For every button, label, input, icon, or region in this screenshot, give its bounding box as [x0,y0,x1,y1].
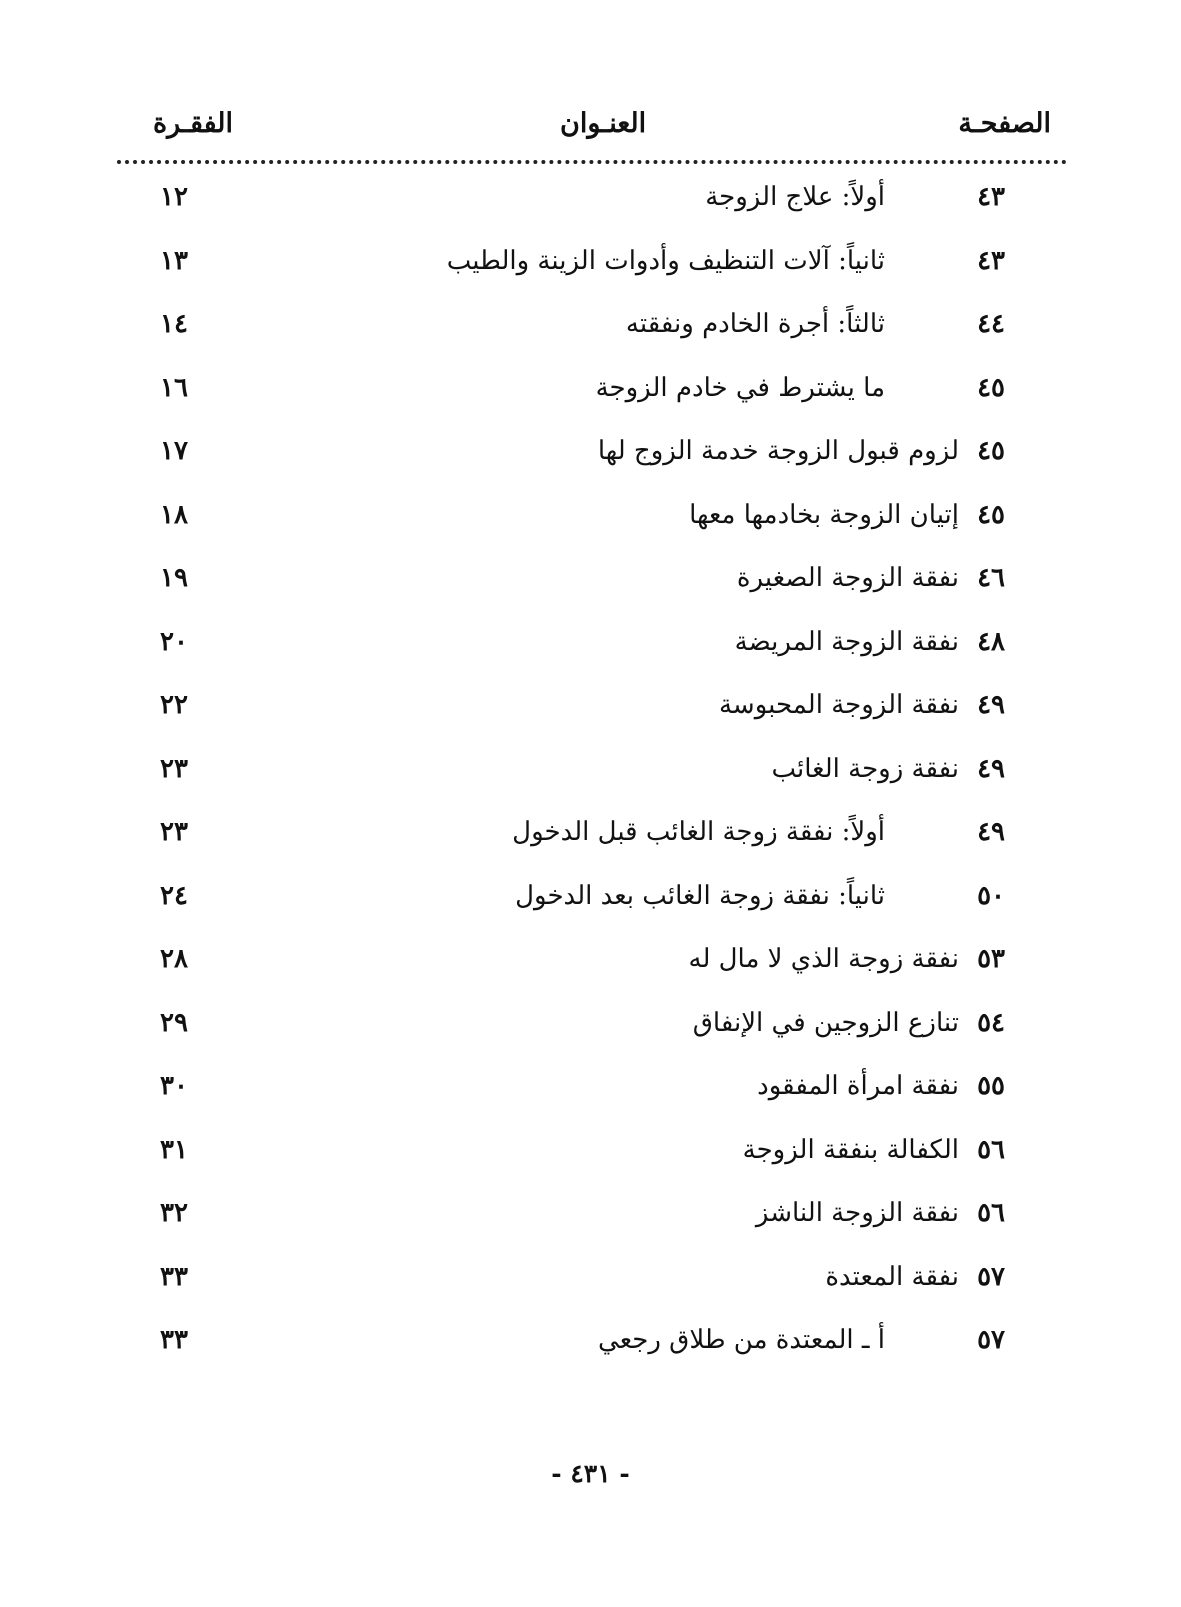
toc-row [0,309,1181,373]
toc-page-number: ٤٤ [977,309,1005,339]
toc-row [0,881,1181,945]
toc-row [0,1262,1181,1326]
toc-page-number: ٤٣ [977,182,1005,212]
toc-paragraph-number: ١٨ [160,499,188,530]
toc-row [0,754,1181,818]
toc-paragraph-number: ٣٣ [160,1261,188,1292]
toc-row [0,1071,1181,1135]
toc-page-number: ٥٤ [977,1007,1005,1038]
toc-page-number: ٥٦ [977,1198,1005,1228]
dotted-divider [117,160,1067,164]
toc-page-number: ٤٦ [977,563,1005,593]
toc-row [0,1198,1181,1262]
toc-page-number: ٤٩ [977,753,1005,784]
toc-row [0,627,1181,691]
toc-row [0,563,1181,627]
toc-page-number: ٥٣ [977,944,1005,974]
toc-row [0,182,1181,246]
toc-title: نفقة الزوجة الناشز [755,1198,959,1228]
header-title-label: العنـوان [560,108,647,139]
toc-row [0,690,1181,754]
page-number-footer: - ٤٣١ - [551,1459,630,1488]
toc-paragraph-number: ٣٣ [160,1325,188,1355]
toc-paragraph-number: ٢٢ [160,690,188,720]
toc-row [0,500,1181,564]
toc-paragraph-number: ١٩ [160,563,188,593]
toc-title: نفقة زوجة الذي لا مال له [688,944,959,974]
toc-title: أ ـ المعتدة من طلاق رجعي [598,1325,885,1355]
toc-page-number: ٥٧ [977,1325,1005,1355]
toc-page-number: ٤٣ [977,245,1005,276]
toc-page-number: ٤٥ [977,436,1005,466]
header-paragraph-label: الفقـرة [153,108,233,139]
toc-title: نفقة المعتدة [825,1261,959,1292]
toc-title: نفقة زوجة الغائب [771,753,959,784]
toc-row [0,817,1181,881]
toc-title: أولاً: علاج الزوجة [705,182,885,212]
toc-row [0,373,1181,437]
toc-paragraph-number: ٣٠ [160,1071,188,1101]
toc-paragraph-number: ٣٢ [160,1198,188,1228]
toc-list [0,182,1181,1389]
toc-page-number: ٤٩ [977,817,1005,847]
toc-paragraph-number: ٢٤ [160,880,188,911]
toc-title: ثانياً: نفقة زوجة الغائب بعد الدخول [515,880,885,911]
toc-page-number: ٥٠ [977,880,1005,911]
toc-title: نفقة امرأة المفقود [757,1071,959,1101]
toc-title: تنازع الزوجين في الإنفاق [692,1007,959,1038]
toc-title: ثالثاً: أجرة الخادم ونفقته [625,309,885,339]
toc-row [0,1135,1181,1199]
toc-page-number: ٥٥ [977,1071,1005,1101]
toc-paragraph-number: ١٢ [160,182,188,212]
toc-paragraph-number: ٣١ [160,1134,188,1165]
toc-paragraph-number: ٢٣ [160,753,188,784]
toc-paragraph-number: ٢٨ [160,944,188,974]
toc-page-number: ٤٩ [977,690,1005,720]
toc-page-number: ٤٥ [977,499,1005,530]
toc-title: ما يشترط في خادم الزوجة [595,372,885,403]
toc-paragraph-number: ١٧ [160,436,188,466]
header-page-label: الصفحـة [958,108,1051,139]
toc-paragraph-number: ٢٩ [160,1007,188,1038]
toc-paragraph-number: ٢٣ [160,817,188,847]
toc-title: أولاً: نفقة زوجة الغائب قبل الدخول [512,817,885,847]
toc-paragraph-number: ١٤ [160,309,188,339]
toc-title: الكفالة بنفقة الزوجة [742,1134,959,1165]
toc-paragraph-number: ١٣ [160,245,188,276]
toc-title: نفقة الزوجة المريضة [734,626,959,657]
toc-title: ثانياً: آلات التنظيف وأدوات الزينة والطيب [446,245,885,276]
toc-page-number: ٥٦ [977,1134,1005,1165]
toc-paragraph-number: ١٦ [160,372,188,403]
toc-title: إتيان الزوجة بخادمها معها [689,499,959,530]
toc-page-number: ٤٨ [977,626,1005,657]
toc-paragraph-number: ٢٠ [160,626,188,657]
table-header [0,108,1181,152]
toc-row [0,246,1181,310]
toc-title: لزوم قبول الزوجة خدمة الزوج لها [597,436,959,466]
toc-title: نفقة الزوجة المحبوسة [718,690,959,720]
toc-page-number: ٤٥ [977,372,1005,403]
toc-row [0,1325,1181,1389]
toc-title: نفقة الزوجة الصغيرة [736,563,959,593]
toc-row [0,1008,1181,1072]
toc-row [0,436,1181,500]
toc-row [0,944,1181,1008]
toc-page-number: ٥٧ [977,1261,1005,1292]
